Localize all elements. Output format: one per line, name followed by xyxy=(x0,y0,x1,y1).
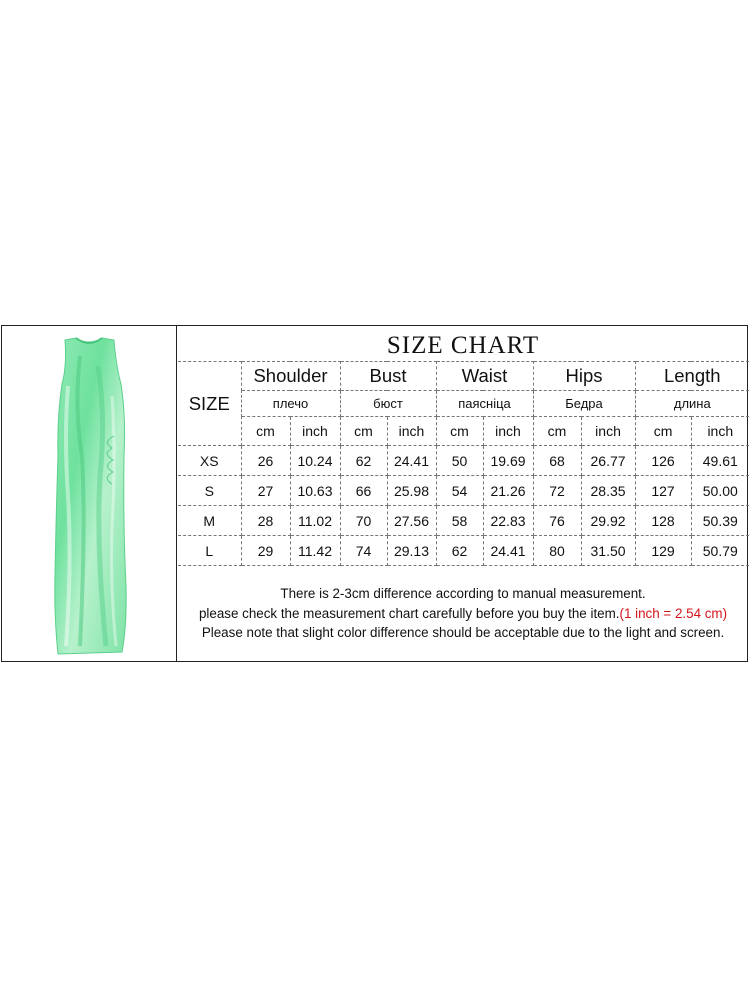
col-shoulder-ru: плечо xyxy=(241,391,340,417)
table-cell: 66 xyxy=(340,476,387,506)
table-cell: 128 xyxy=(635,506,691,536)
table-cell: 50.00 xyxy=(691,476,749,506)
table-cell: 29 xyxy=(241,536,290,566)
table-cell: 25.98 xyxy=(387,476,436,506)
table-row xyxy=(178,476,749,506)
note-line-1: There is 2-3cm difference according to manual measurement. xyxy=(280,586,646,601)
table-cell: 62 xyxy=(436,536,483,566)
table-cell: 80 xyxy=(533,536,581,566)
table-cell: 24.41 xyxy=(387,446,436,476)
col-bust: Bust xyxy=(340,362,436,391)
table-cell: 50 xyxy=(436,446,483,476)
measurement-notes xyxy=(178,584,748,643)
size-table xyxy=(178,361,749,566)
col-shoulder: Shoulder xyxy=(241,362,340,391)
table-cell: 49.61 xyxy=(691,446,749,476)
table-cell: 10.63 xyxy=(290,476,340,506)
header-row-en xyxy=(178,362,749,391)
note-line-3: Please note that slight color difference should be acceptable due to the light and screen. xyxy=(201,625,725,640)
table-cell: 127 xyxy=(635,476,691,506)
table-cell: 50.79 xyxy=(691,536,749,566)
unit-cm: cm xyxy=(635,417,691,446)
col-waist-ru: паясніца xyxy=(436,391,533,417)
table-cell: 74 xyxy=(340,536,387,566)
table-cell: 70 xyxy=(340,506,387,536)
table-cell: 21.26 xyxy=(483,476,533,506)
header-row-ru xyxy=(178,391,749,417)
table-cell: 29.92 xyxy=(581,506,635,536)
unit-inch: inch xyxy=(290,417,340,446)
table-cell: 29.13 xyxy=(387,536,436,566)
unit-cm: cm xyxy=(436,417,483,446)
table-cell: 72 xyxy=(533,476,581,506)
inch-conversion-note: (1 inch = 2.54 cm) xyxy=(619,605,728,621)
note-line-2 xyxy=(178,604,748,624)
note-line-2-text: please check the measurement chart carefully before you buy the item. xyxy=(198,605,620,621)
unit-inch: inch xyxy=(691,417,749,446)
table-cell: 129 xyxy=(635,536,691,566)
size-chart-card xyxy=(1,325,748,662)
table-cell: 62 xyxy=(340,446,387,476)
table-cell: 27 xyxy=(241,476,290,506)
table-cell: 11.42 xyxy=(290,536,340,566)
table-cell: 19.69 xyxy=(483,446,533,476)
dress-body xyxy=(55,338,126,654)
unit-cm: cm xyxy=(340,417,387,446)
table-cell: 50.39 xyxy=(691,506,749,536)
table-cell: 54 xyxy=(436,476,483,506)
unit-row xyxy=(178,417,749,446)
unit-inch: inch xyxy=(387,417,436,446)
table-row xyxy=(178,506,749,536)
unit-inch: inch xyxy=(483,417,533,446)
col-bust-ru: бюст xyxy=(340,391,436,417)
chart-title: SIZE CHART xyxy=(386,332,540,359)
col-hips: Hips xyxy=(533,362,635,391)
size-name: XS xyxy=(178,446,241,476)
dress-image xyxy=(2,326,177,661)
unit-inch: inch xyxy=(581,417,635,446)
table-cell: 58 xyxy=(436,506,483,536)
table-cell: 28 xyxy=(241,506,290,536)
col-length: Length xyxy=(635,362,749,391)
product-photo-cell xyxy=(2,326,177,661)
table-row xyxy=(178,536,749,566)
col-length-ru: длина xyxy=(635,391,749,417)
table-cell: 11.02 xyxy=(290,506,340,536)
table-cell: 26 xyxy=(241,446,290,476)
table-cell: 27.56 xyxy=(387,506,436,536)
col-hips-ru: Бедра xyxy=(533,391,635,417)
table-cell: 22.83 xyxy=(483,506,533,536)
table-cell: 28.35 xyxy=(581,476,635,506)
table-cell: 24.41 xyxy=(483,536,533,566)
col-waist: Waist xyxy=(436,362,533,391)
size-label: SIZE xyxy=(178,362,241,446)
table-row xyxy=(178,446,749,476)
unit-cm: cm xyxy=(241,417,290,446)
table-cell: 10.24 xyxy=(290,446,340,476)
size-name: M xyxy=(178,506,241,536)
table-cell: 68 xyxy=(533,446,581,476)
table-cell: 126 xyxy=(635,446,691,476)
size-name: L xyxy=(178,536,241,566)
table-cell: 31.50 xyxy=(581,536,635,566)
table-cell: 76 xyxy=(533,506,581,536)
unit-cm: cm xyxy=(533,417,581,446)
size-name: S xyxy=(178,476,241,506)
table-cell: 26.77 xyxy=(581,446,635,476)
